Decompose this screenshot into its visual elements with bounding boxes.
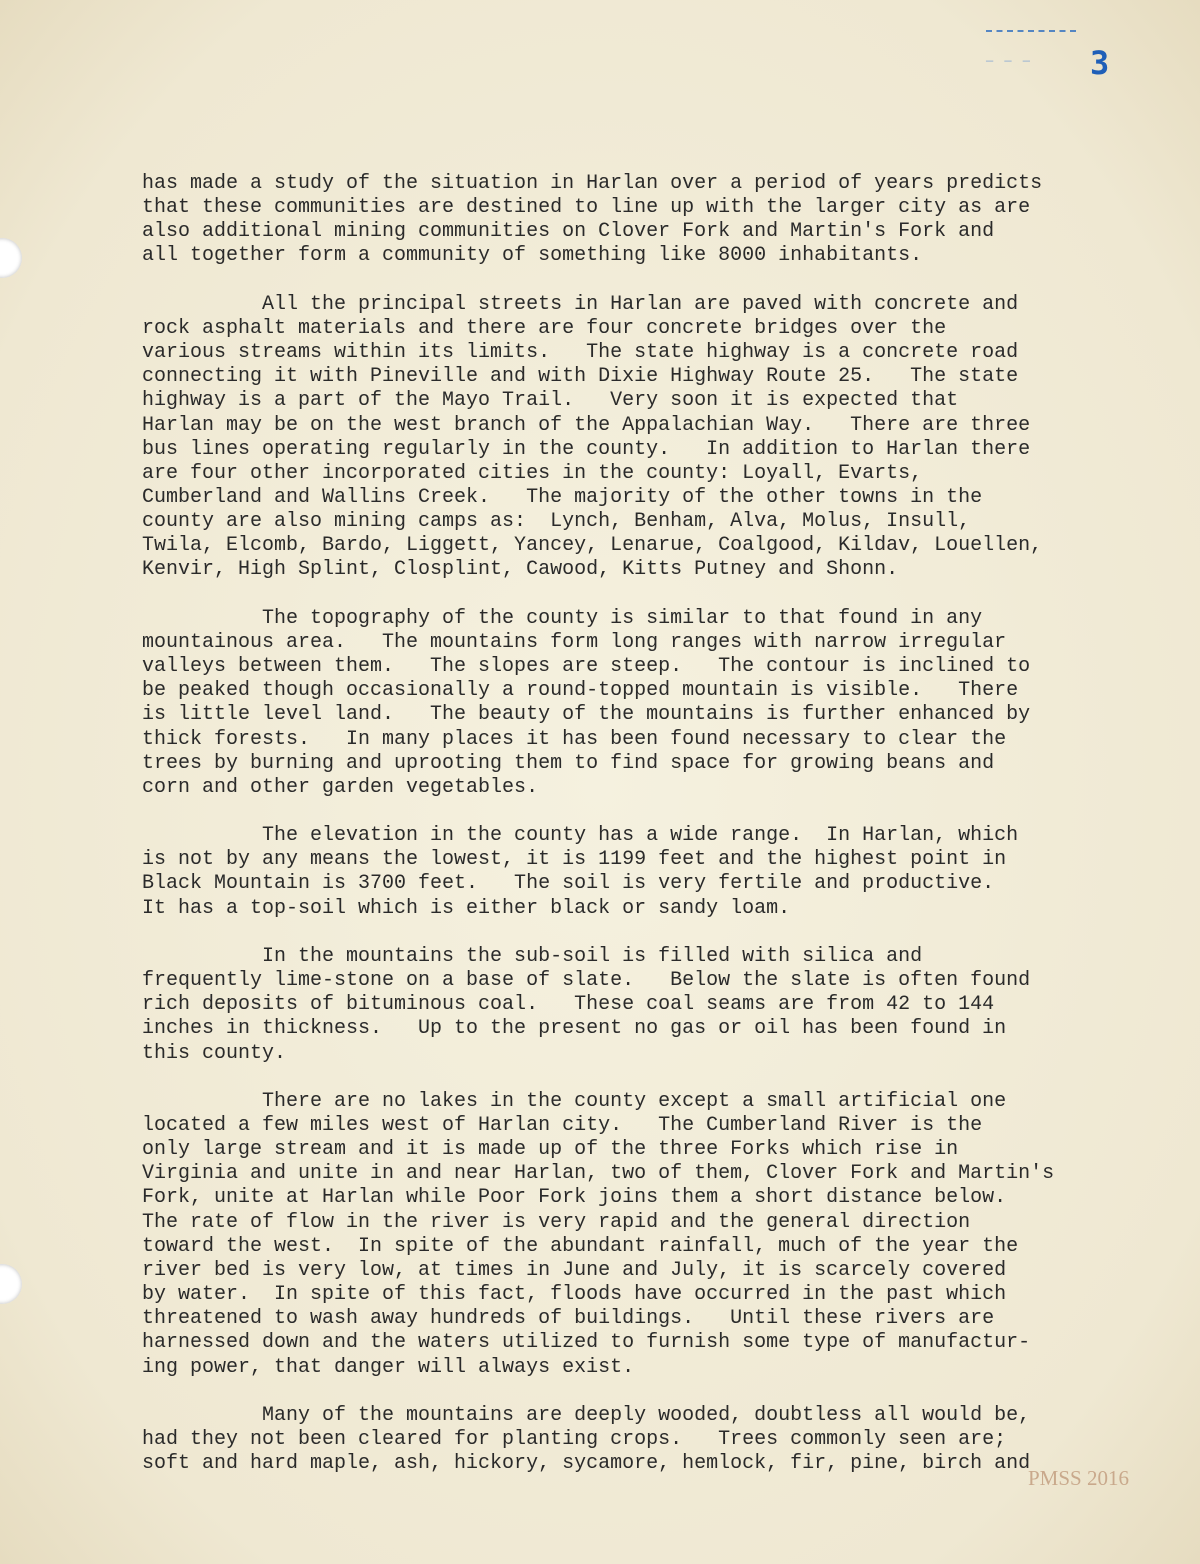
text-line: The topography of the county is similar to that found in any: [142, 606, 983, 630]
text-line: connecting it with Pineville and with Dixie Highway Route 25. The state: [142, 365, 1019, 389]
text-line: county are also mining camps as: Lynch, Benham, Alva, Molus, Insull,: [142, 510, 971, 534]
text-line: all together form a community of something like 8000 inhabitants.: [142, 244, 923, 268]
text-line: The elevation in the county has a wide range. In Harlan, which: [142, 824, 1019, 848]
text-line: only large stream and it is made up of the three Forks which rise in: [142, 1138, 959, 1162]
text-line: Virginia and unite in and near Harlan, two of them, Clover Fork and Martin's: [142, 1162, 1055, 1186]
text-line: threatened to wash away hundreds of buildings. Until these rivers are: [142, 1307, 995, 1331]
text-line: has made a study of the situation in Harlan over a period of years predicts: [142, 172, 1043, 195]
text-line: that these communities are destined to line up with the larger city as are: [142, 196, 1031, 220]
text-line: are four other incorporated cities in the county: Loyall, Evarts,: [142, 461, 923, 485]
paragraph: [142, 1404, 1054, 1476]
text-line: highway is a part of the Mayo Trail. Very soon it is expected that: [142, 389, 959, 413]
text-line: mountainous area. The mountains form long ranges with narrow irregular: [142, 630, 1007, 654]
text-line: In the mountains the sub-soil is filled with silica and: [142, 944, 923, 968]
text-line: is not by any means the lowest, it is 1199 feet and the highest point in: [142, 848, 1007, 872]
text-line: It has a top-soil which is either black or sandy loam.: [142, 896, 791, 920]
punch-hole: [0, 238, 22, 278]
watermark: PMSS 2016: [1028, 1466, 1129, 1490]
text-line: rich deposits of bituminous coal. These coal seams are from 42 to 144: [142, 993, 995, 1017]
text-line: also additional mining communities on Clover Fork and Martin's Fork and: [142, 220, 995, 244]
paragraph: [142, 172, 1054, 269]
text-line: soft and hard maple, ash, hickory, sycamore, hemlock, fir, pine, birch and: [142, 1452, 1031, 1476]
paragraph: [142, 824, 1054, 921]
text-line: Kenvir, High Splint, Closplint, Cawood, Kitts Putney and Shonn.: [142, 558, 899, 582]
text-line: by water. In spite of this fact, floods have occurred in the past which: [142, 1283, 1007, 1307]
text-line: be peaked though occasionally a round-topped mountain is visible. There: [142, 679, 1019, 703]
text-line: ing power, that danger will always exist.: [142, 1355, 635, 1379]
text-line: Many of the mountains are deeply wooded, doubtless all would be,: [142, 1403, 1031, 1427]
text-line: The rate of flow in the river is very rapid and the general direction: [142, 1210, 971, 1234]
text-line: harnessed down and the waters utilized to furnish some type of manufactur-: [142, 1331, 1031, 1355]
text-line: There are no lakes in the county except a small artificial one: [142, 1089, 1007, 1113]
text-line: had they not been cleared for planting crops. Trees commonly seen are;: [142, 1428, 1007, 1452]
paragraph: [142, 293, 1054, 583]
text-line: Cumberland and Wallins Creek. The majority of the other towns in the: [142, 486, 983, 510]
text-line: thick forests. In many places it has been found necessary to clear the: [142, 727, 1007, 751]
text-line: trees by burning and uprooting them to find space for growing beans and: [142, 751, 995, 775]
page-number: 3: [1090, 44, 1110, 82]
text-line: bus lines operating regularly in the county. In addition to Harlan there: [142, 437, 1031, 461]
text-line: Twila, Elcomb, Bardo, Liggett, Yancey, Lenarue, Coalgood, Kildav, Louellen,: [142, 534, 1043, 558]
header-mark: — — —: [986, 54, 1033, 68]
text-line: Black Mountain is 3700 feet. The soil is very fertile and productive.: [142, 872, 995, 896]
text-line: inches in thickness. Up to the present no gas or oil has been found in: [142, 1017, 1007, 1041]
text-line: valleys between them. The slopes are steep. The contour is inclined to: [142, 655, 1031, 679]
paragraph: [142, 607, 1054, 800]
text-line: Harlan may be on the west branch of the Appalachian Way. There are three: [142, 413, 1031, 437]
text-line: All the principal streets in Harlan are paved with concrete and: [142, 292, 1019, 316]
text-line: corn and other garden vegetables.: [142, 775, 539, 799]
text-line: toward the west. In spite of the abundant rainfall, much of the year the: [142, 1234, 1019, 1258]
text-line: located a few miles west of Harlan city. The Cumberland River is the: [142, 1114, 983, 1138]
text-line: is little level land. The beauty of the mountains is further enhanced by: [142, 703, 1031, 727]
paragraph: [142, 945, 1054, 1066]
text-line: Fork, unite at Harlan while Poor Fork joins them a short distance below.: [142, 1186, 1007, 1210]
text-line: this county.: [142, 1041, 287, 1065]
text-line: frequently lime-stone on a base of slate. Below the slate is often found: [142, 969, 1031, 993]
document-body: [142, 172, 1054, 1500]
paragraph: [142, 1090, 1054, 1380]
text-line: various streams within its limits. The state highway is a concrete road: [142, 341, 1019, 365]
header-rule: [986, 30, 1076, 32]
text-line: river bed is very low, at times in June and July, it is scarcely covered: [142, 1258, 1007, 1282]
text-line: rock asphalt materials and there are four concrete bridges over the: [142, 316, 947, 340]
punch-hole: [0, 1264, 22, 1304]
